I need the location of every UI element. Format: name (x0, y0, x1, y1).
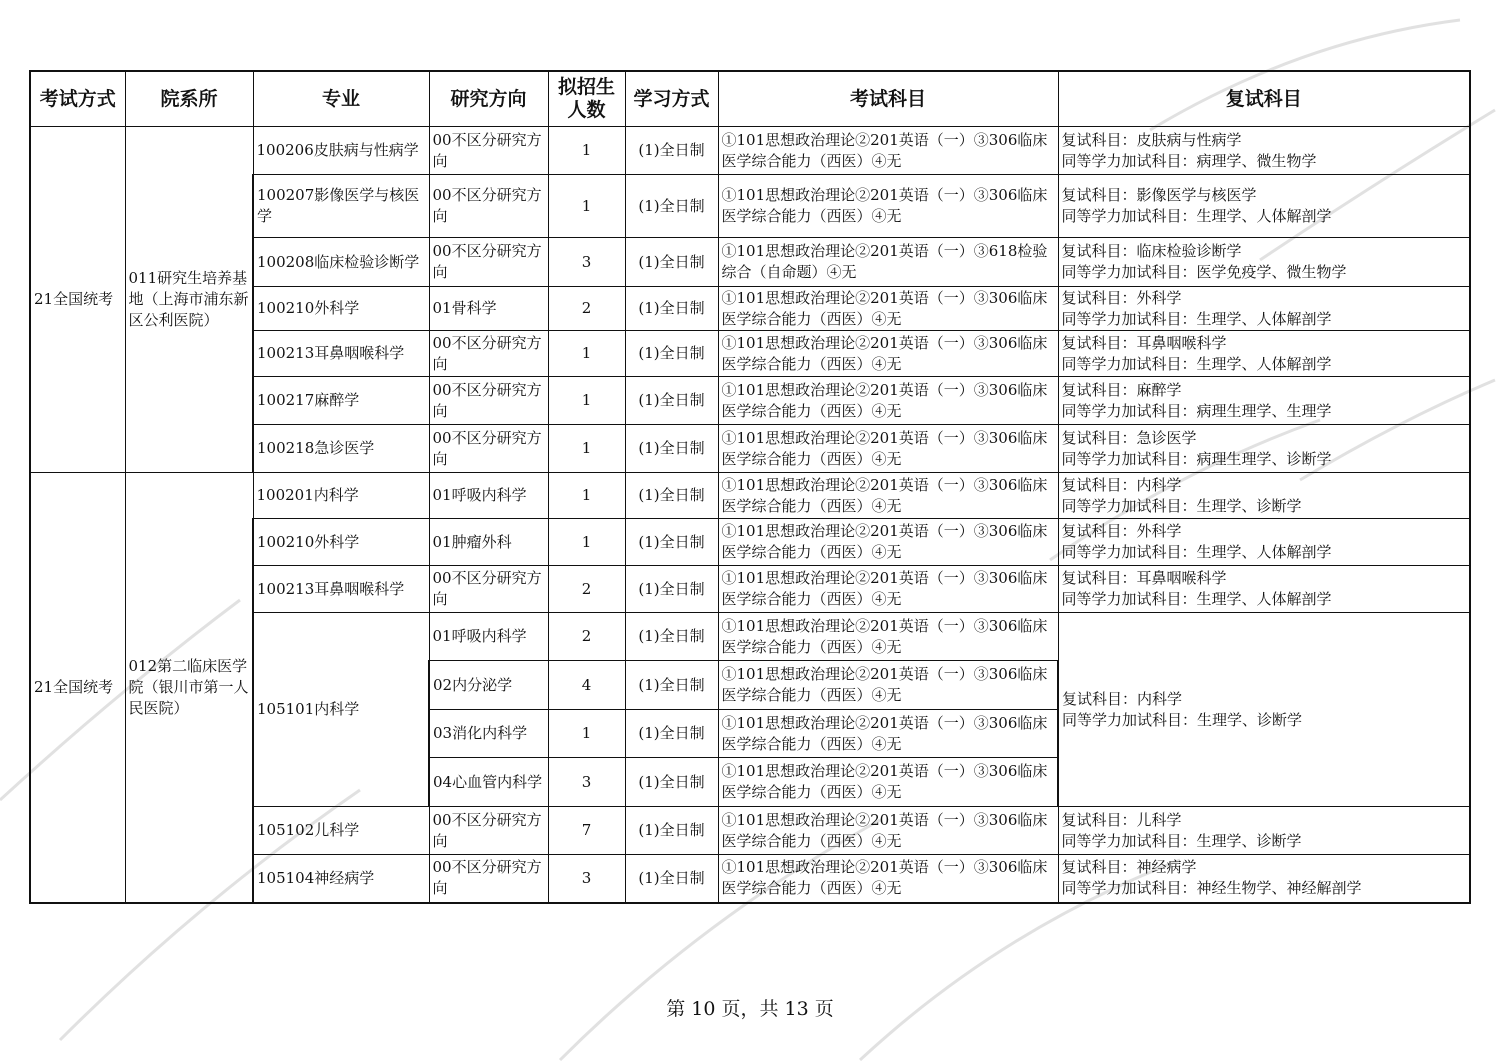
retest-line: 复试科目：临床检验诊断学 (1061, 242, 1242, 260)
retest-extra-line: 同等学力加试科目：神经生物学、神经解剖学 (1061, 879, 1362, 898)
exam-subjects-cell: ①101思想政治理论②201英语（一）③306临床医学综合能力（西医）④无 (718, 127, 1058, 175)
exam-subjects-cell: ①101思想政治理论②201英语（一）③306临床医学综合能力（西医）④无 (718, 473, 1058, 519)
major-cell: 100218急诊医学 (253, 425, 429, 473)
study-mode-cell: (1)全日制 (625, 377, 718, 425)
quota-cell: 2 (548, 566, 625, 613)
retest-line: 复试科目：神经病学 (1061, 858, 1197, 877)
direction-cell: 03消化内科学 (429, 710, 548, 758)
department-cell: 012第二临床医学院（银川市第一人民医院） (125, 473, 253, 903)
direction-cell: 01呼吸内科学 (429, 473, 548, 519)
major-cell: 100210外科学 (253, 287, 429, 331)
retest-subjects-cell (1058, 855, 1470, 903)
quota-cell: 1 (548, 331, 625, 377)
major-cell: 105104神经病学 (253, 855, 429, 903)
retest-line: 复试科目：耳鼻咽喉科学 (1061, 333, 1227, 352)
study-mode-cell: (1)全日制 (625, 758, 718, 807)
retest-line: 复试科目：麻醉学 (1061, 380, 1182, 399)
major-cell: 100213耳鼻咽喉科学 (253, 331, 429, 377)
retest-extra-line: 同等学力加试科目：生理学、诊断学 (1061, 831, 1302, 850)
retest-line: 复试科目：耳鼻咽喉科学 (1061, 569, 1227, 587)
header-exam-mode: 考试方式 (30, 71, 125, 127)
direction-cell: 00不区分研究方向 (429, 566, 548, 613)
study-mode-cell: (1)全日制 (625, 238, 718, 287)
direction-cell: 01肿瘤外科 (429, 519, 548, 566)
retest-line: 复试科目：外科学 (1061, 288, 1182, 307)
header-study-mode: 学习方式 (625, 71, 718, 127)
study-mode-cell: (1)全日制 (625, 855, 718, 903)
header-direction: 研究方向 (429, 71, 548, 127)
major-cell: 100206皮肤病与性病学 (253, 127, 429, 175)
retest-extra-line: 同等学力加试科目：生理学、诊断学 (1062, 710, 1303, 729)
direction-cell: 01骨科学 (429, 287, 548, 331)
header-department: 院系所 (125, 71, 253, 127)
retest-line: 复试科目：内科学 (1062, 689, 1183, 708)
direction-cell: 00不区分研究方向 (429, 331, 548, 377)
retest-line: 复试科目：皮肤病与性病学 (1061, 130, 1242, 149)
exam-subjects-cell: ①101思想政治理论②201英语（一）③306临床医学综合能力（西医）④无 (718, 331, 1058, 377)
quota-cell: 1 (548, 127, 625, 175)
retest-extra-line: 同等学力加试科目：生理学、人体解剖学 (1061, 590, 1332, 608)
quota-cell: 4 (548, 661, 625, 710)
header-exam-subjects: 考试科目 (718, 71, 1058, 127)
quota-cell: 1 (548, 710, 625, 758)
exam-mode-cell: 21全国统考 (30, 127, 125, 473)
retest-subjects-cell (1058, 566, 1470, 613)
retest-subjects-cell (1058, 175, 1470, 238)
study-mode-cell: (1)全日制 (625, 127, 718, 175)
retest-subjects-cell (1058, 127, 1470, 175)
exam-mode-cell: 21全国统考 (30, 473, 125, 903)
study-mode-cell: (1)全日制 (625, 519, 718, 566)
study-mode-cell: (1)全日制 (625, 175, 718, 238)
retest-extra-line: 同等学力加试科目：病理生理学、诊断学 (1061, 449, 1332, 468)
department-cell: 011研究生培养基地（上海市浦东新区公利医院） (125, 127, 253, 473)
quota-cell: 2 (548, 287, 625, 331)
exam-subjects-cell: ①101思想政治理论②201英语（一）③306临床医学综合能力（西医）④无 (718, 566, 1058, 613)
exam-subjects-cell: ①101思想政治理论②201英语（一）③306临床医学综合能力（西医）④无 (718, 377, 1058, 425)
retest-subjects-cell (1058, 519, 1470, 566)
quota-cell: 2 (548, 613, 625, 661)
retest-subjects-cell (1058, 331, 1470, 377)
major-cell: 100201内科学 (253, 473, 429, 519)
retest-extra-line: 同等学力加试科目：医学免疫学、微生物学 (1061, 263, 1347, 281)
exam-subjects-cell: ①101思想政治理论②201英语（一）③306临床医学综合能力（西医）④无 (718, 287, 1058, 331)
study-mode-cell: (1)全日制 (625, 287, 718, 331)
exam-subjects-cell: ①101思想政治理论②201英语（一）③306临床医学综合能力（西医）④无 (718, 807, 1058, 855)
retest-extra-line: 同等学力加试科目：生理学、人体解剖学 (1061, 543, 1332, 561)
table-header-row (30, 71, 1470, 127)
study-mode-cell: (1)全日制 (625, 566, 718, 613)
retest-extra-line: 同等学力加试科目：生理学、诊断学 (1061, 496, 1302, 515)
retest-subjects-cell (1058, 613, 1470, 807)
retest-subjects-cell (1058, 807, 1470, 855)
exam-subjects-cell: ①101思想政治理论②201英语（一）③306临床医学综合能力（西医）④无 (718, 855, 1058, 903)
exam-subjects-cell: ①101思想政治理论②201英语（一）③306临床医学综合能力（西医）④无 (718, 710, 1058, 758)
retest-line: 复试科目：儿科学 (1061, 810, 1182, 829)
exam-subjects-cell: ①101思想政治理论②201英语（一）③306临床医学综合能力（西医）④无 (718, 425, 1058, 473)
study-mode-cell: (1)全日制 (625, 425, 718, 473)
quota-cell: 7 (548, 807, 625, 855)
major-cell: 105102儿科学 (253, 807, 429, 855)
study-mode-cell: (1)全日制 (625, 710, 718, 758)
retest-line: 复试科目：内科学 (1061, 475, 1182, 494)
quota-cell: 1 (548, 519, 625, 566)
retest-extra-line: 同等学力加试科目：生理学、人体解剖学 (1061, 309, 1332, 328)
study-mode-cell: (1)全日制 (625, 661, 718, 710)
retest-extra-line: 同等学力加试科目：病理生理学、生理学 (1061, 401, 1332, 420)
retest-subjects-cell (1058, 238, 1470, 287)
direction-cell: 02内分泌学 (429, 661, 548, 710)
retest-line: 复试科目：影像医学与核医学 (1061, 186, 1257, 204)
major-cell: 100207影像医学与核医学 (253, 175, 429, 238)
major-cell: 100213耳鼻咽喉科学 (253, 566, 429, 613)
direction-cell: 00不区分研究方向 (429, 855, 548, 903)
quota-cell: 1 (548, 425, 625, 473)
direction-cell: 00不区分研究方向 (429, 807, 548, 855)
retest-subjects-cell (1058, 377, 1470, 425)
retest-extra-line: 同等学力加试科目：生理学、人体解剖学 (1061, 354, 1332, 373)
quota-cell: 3 (548, 855, 625, 903)
quota-cell: 1 (548, 473, 625, 519)
study-mode-cell: (1)全日制 (625, 613, 718, 661)
exam-subjects-cell: ①101思想政治理论②201英语（一）③306临床医学综合能力（西医）④无 (718, 613, 1058, 661)
direction-cell: 00不区分研究方向 (429, 425, 548, 473)
retest-subjects-cell (1058, 287, 1470, 331)
exam-subjects-cell: ①101思想政治理论②201英语（一）③306临床医学综合能力（西医）④无 (718, 175, 1058, 238)
exam-subjects-cell: ①101思想政治理论②201英语（一）③306临床医学综合能力（西医）④无 (718, 661, 1058, 710)
major-cell: 100210外科学 (253, 519, 429, 566)
major-cell: 105101内科学 (253, 613, 429, 807)
study-mode-cell: (1)全日制 (625, 331, 718, 377)
direction-cell: 01呼吸内科学 (429, 613, 548, 661)
retest-extra-line: 同等学力加试科目：生理学、人体解剖学 (1061, 207, 1332, 225)
quota-cell: 1 (548, 175, 625, 238)
study-mode-cell: (1)全日制 (625, 807, 718, 855)
quota-cell: 3 (548, 758, 625, 807)
direction-cell: 00不区分研究方向 (429, 238, 548, 287)
direction-cell: 00不区分研究方向 (429, 127, 548, 175)
retest-extra-line: 同等学力加试科目：病理学、微生物学 (1061, 151, 1317, 170)
page-number: 第 10 页，共 13 页 (666, 998, 834, 1020)
quota-cell: 1 (548, 377, 625, 425)
table-row (30, 127, 1470, 175)
major-cell: 100217麻醉学 (253, 377, 429, 425)
enrollment-plan-table (29, 70, 1471, 904)
major-cell: 100208临床检验诊断学 (253, 238, 429, 287)
header-quota: 拟招生人数 (548, 71, 625, 127)
retest-subjects-cell (1058, 425, 1470, 473)
header-major: 专业 (253, 71, 429, 127)
retest-line: 复试科目：外科学 (1061, 522, 1182, 540)
table-row (30, 473, 1470, 519)
quota-cell: 3 (548, 238, 625, 287)
direction-cell: 00不区分研究方向 (429, 377, 548, 425)
direction-cell: 04心血管内科学 (429, 758, 548, 807)
header-retest-subjects: 复试科目 (1058, 71, 1470, 127)
exam-subjects-cell: ①101思想政治理论②201英语（一）③306临床医学综合能力（西医）④无 (718, 758, 1058, 807)
exam-subjects-cell: ①101思想政治理论②201英语（一）③306临床医学综合能力（西医）④无 (718, 519, 1058, 566)
retest-subjects-cell (1058, 473, 1470, 519)
exam-subjects-cell: ①101思想政治理论②201英语（一）③618检验综合（自命题）④无 (718, 238, 1058, 287)
retest-line: 复试科目：急诊医学 (1061, 428, 1197, 447)
direction-cell: 00不区分研究方向 (429, 175, 548, 238)
study-mode-cell: (1)全日制 (625, 473, 718, 519)
